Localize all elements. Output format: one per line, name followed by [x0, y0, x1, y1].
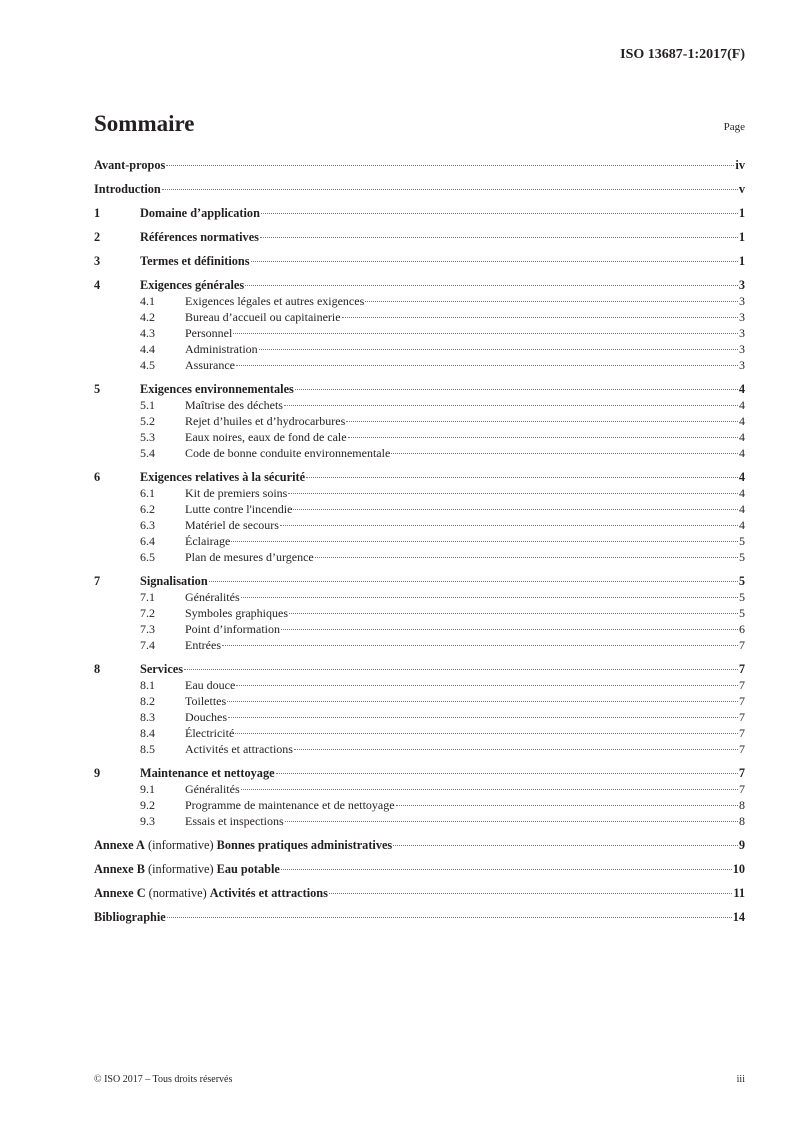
dot-leader — [184, 669, 738, 670]
page-ref: 8 — [739, 798, 745, 812]
dot-leader — [261, 213, 738, 214]
page-ref: 7 — [739, 710, 745, 724]
subsection-title: Activités et attractions — [185, 742, 293, 756]
subsection-title: Maîtrise des déchets — [185, 398, 283, 412]
toc-entry[interactable] — [94, 157, 745, 173]
page-ref: 5 — [738, 574, 745, 588]
section-number: 1 — [94, 206, 101, 220]
subsection-number: 6.3 — [140, 518, 155, 532]
section-title — [140, 573, 208, 589]
entry-label: Références normatives — [140, 230, 259, 244]
dot-leader — [222, 645, 738, 646]
dot-leader — [288, 493, 738, 494]
table-of-contents — [94, 157, 745, 925]
toc-subentry[interactable] — [94, 709, 745, 725]
page-title: Sommaire — [94, 111, 195, 136]
entry-label: Signalisation — [140, 574, 208, 588]
toc-subentry[interactable] — [94, 397, 745, 413]
page-ref: 5 — [739, 590, 745, 604]
section-title — [140, 765, 275, 781]
toc-subentry[interactable] — [94, 357, 745, 373]
subsection-number: 9.2 — [140, 798, 155, 812]
subsection-title: Administration — [185, 342, 258, 356]
dot-leader — [241, 789, 738, 790]
section-title — [140, 229, 259, 245]
annex-title: Eau potable — [216, 862, 280, 876]
subsection-number: 8.2 — [140, 694, 155, 708]
section-number: 6 — [94, 470, 101, 484]
toc-entry[interactable] — [94, 469, 745, 485]
toc-subentry[interactable] — [94, 485, 745, 501]
page-ref: v — [738, 182, 745, 196]
entry-label: Annexe A — [94, 838, 145, 852]
section-number: 8 — [94, 662, 101, 676]
page-ref: 6 — [739, 622, 745, 636]
toc-entry[interactable] — [94, 277, 745, 293]
dot-leader — [251, 261, 738, 262]
subsection-title: Douches — [185, 710, 227, 724]
subsection-number: 8.4 — [140, 726, 155, 740]
subsection-number: 7.2 — [140, 606, 155, 620]
entry-label: Bibliographie — [94, 910, 166, 924]
section-title — [140, 661, 183, 677]
toc-entry[interactable] — [94, 573, 745, 589]
toc-entry[interactable] — [94, 205, 745, 221]
subsection-title: Code de bonne conduite environnementale — [185, 446, 391, 460]
toc-subentry[interactable] — [94, 589, 745, 605]
dot-leader — [281, 629, 738, 630]
toc-entry[interactable] — [94, 837, 745, 853]
toc-entry[interactable] — [94, 661, 745, 677]
subsection-number: 6.4 — [140, 534, 155, 548]
entry-label: Termes et définitions — [140, 254, 250, 268]
entry-label: Services — [140, 662, 184, 676]
page-ref: 4 — [739, 414, 745, 428]
subsection-title: Matériel de secours — [185, 518, 279, 532]
dot-leader — [293, 509, 738, 510]
subsection-number: 8.5 — [140, 742, 155, 756]
subsection-number: 6.1 — [140, 486, 155, 500]
page-ref: 8 — [739, 814, 745, 828]
dot-leader — [167, 917, 732, 918]
entry-label: Annexe B — [94, 862, 145, 876]
toc-entry[interactable] — [94, 765, 745, 781]
dot-leader — [365, 301, 738, 302]
dot-leader — [162, 189, 738, 190]
page-ref: 14 — [732, 910, 745, 924]
page-ref: 7 — [739, 678, 745, 692]
subsection-number: 4.4 — [140, 342, 155, 356]
subsection-number: 4.5 — [140, 358, 155, 372]
subsection-number: 5.3 — [140, 430, 155, 444]
section-title — [94, 909, 166, 925]
entry-label: Exigences environnementales — [140, 382, 294, 396]
dot-leader — [306, 477, 738, 478]
dot-leader — [166, 165, 734, 166]
page-ref: 3 — [739, 294, 745, 308]
page-ref: 5 — [739, 550, 745, 564]
toc-subentry[interactable] — [94, 781, 745, 797]
page-ref: 9 — [738, 838, 745, 852]
page-ref: 3 — [739, 326, 745, 340]
dot-leader — [346, 421, 738, 422]
dot-leader — [396, 805, 738, 806]
toc-subentry[interactable] — [94, 813, 745, 829]
subsection-number: 5.1 — [140, 398, 155, 412]
page-ref: 1 — [738, 254, 745, 268]
dot-leader — [245, 285, 738, 286]
annex-title: Bonnes pratiques administratives — [216, 838, 393, 852]
page-ref: 11 — [733, 886, 745, 900]
toc-subentry[interactable] — [94, 637, 745, 653]
entry-label: Introduction — [94, 182, 161, 196]
dot-leader — [294, 749, 738, 750]
section-number: 2 — [94, 230, 101, 244]
toc-subentry[interactable] — [94, 741, 745, 757]
dot-leader — [391, 453, 738, 454]
toc-subentry[interactable] — [94, 309, 745, 325]
subsection-title: Programme de maintenance et de nettoyage — [185, 798, 395, 812]
dot-leader — [228, 717, 738, 718]
toc-entry[interactable] — [94, 181, 745, 197]
subsection-title: Plan de mesures d’urgence — [185, 550, 314, 564]
toc-subentry[interactable] — [94, 517, 745, 533]
toc-subentry[interactable] — [94, 621, 745, 637]
subsection-title: Lutte contre l'incendie — [185, 502, 293, 516]
toc-subentry[interactable] — [94, 429, 745, 445]
dot-leader — [315, 557, 738, 558]
toc-entry[interactable] — [94, 885, 745, 901]
section-title — [94, 885, 328, 901]
subsection-title: Personnel — [185, 326, 233, 340]
section-title — [140, 381, 294, 397]
page-ref: 7 — [739, 638, 745, 652]
dot-leader — [259, 349, 738, 350]
section-title — [140, 205, 260, 221]
section-title — [140, 277, 244, 293]
subsection-title: Kit de premiers soins — [185, 486, 288, 500]
toc-entry[interactable] — [94, 381, 745, 397]
subsection-title: Symboles graphiques — [185, 606, 288, 620]
subsection-number: 9.3 — [140, 814, 155, 828]
footer — [94, 1074, 745, 1085]
subsection-number: 6.2 — [140, 502, 155, 516]
page-ref: 3 — [738, 278, 745, 292]
subsection-title: Eaux noires, eaux de fond de cale — [185, 430, 347, 444]
subsection-title: Bureau d’accueil ou capitainerie — [185, 310, 341, 324]
section-title — [94, 837, 392, 853]
subsection-title: Entrées — [185, 638, 221, 652]
dot-leader — [280, 525, 738, 526]
page-ref: 3 — [739, 342, 745, 356]
section-title — [94, 181, 161, 197]
subsection-number: 7.3 — [140, 622, 155, 636]
toc-subentry[interactable] — [94, 725, 745, 741]
page-ref: iv — [735, 158, 745, 172]
document-id: ISO 13687-1:2017(F) — [620, 47, 745, 62]
dot-leader — [227, 701, 738, 702]
toc-subentry[interactable] — [94, 325, 745, 341]
section-number: 7 — [94, 574, 101, 588]
toc-subentry[interactable] — [94, 797, 745, 813]
subsection-title: Éclairage — [185, 534, 231, 548]
toc-entry[interactable] — [94, 861, 745, 877]
page-ref: 10 — [732, 862, 745, 876]
toc-subentry[interactable] — [94, 605, 745, 621]
page-ref: 7 — [739, 694, 745, 708]
annex-type: (normative) — [145, 886, 210, 900]
subsection-number: 5.2 — [140, 414, 155, 428]
dot-leader — [285, 821, 738, 822]
subsection-number: 4.3 — [140, 326, 155, 340]
entry-label: Annexe C — [94, 886, 146, 900]
toc-subentry[interactable] — [94, 445, 745, 461]
page-ref: 4 — [738, 382, 745, 396]
toc-subentry[interactable] — [94, 413, 745, 429]
dot-leader — [284, 405, 738, 406]
section-number: 3 — [94, 254, 101, 268]
section-title — [140, 469, 305, 485]
subsection-title: Essais et inspections — [185, 814, 284, 828]
entry-label: Maintenance et nettoyage — [140, 766, 275, 780]
dot-leader — [235, 733, 738, 734]
entry-label: Exigences générales — [140, 278, 245, 292]
page-ref: 7 — [739, 742, 745, 756]
page-ref: 4 — [739, 446, 745, 460]
annex-type: (informative) — [144, 838, 217, 852]
annex-title: Activités et attractions — [209, 886, 328, 900]
dot-leader — [393, 845, 738, 846]
entry-label: Avant-propos — [94, 158, 166, 172]
subsection-number: 8.1 — [140, 678, 155, 692]
entry-label: Exigences relatives à la sécurité — [140, 470, 306, 484]
toc-entry[interactable] — [94, 229, 745, 245]
page-column-label: Page — [723, 121, 745, 133]
subsection-title: Assurance — [185, 358, 235, 372]
subsection-number: 4.2 — [140, 310, 155, 324]
entry-label: Domaine d’application — [140, 206, 260, 220]
page-ref: 3 — [739, 310, 745, 324]
dot-leader — [348, 437, 738, 438]
toc-subentry[interactable] — [94, 677, 745, 693]
toc-subentry[interactable] — [94, 693, 745, 709]
page-ref: 3 — [739, 358, 745, 372]
dot-leader — [289, 613, 738, 614]
page-ref: 7 — [738, 766, 745, 780]
page-ref: 4 — [739, 486, 745, 500]
dot-leader — [209, 581, 738, 582]
dot-leader — [233, 333, 738, 334]
page-ref: 7 — [739, 726, 745, 740]
page-number: iii — [736, 1074, 745, 1085]
annex-type: (informative) — [144, 862, 217, 876]
subsection-title: Rejet d’huiles et d’hydrocarbures — [185, 414, 346, 428]
dot-leader — [236, 685, 738, 686]
section-title — [140, 253, 250, 269]
subsection-number: 9.1 — [140, 782, 155, 796]
section-number: 9 — [94, 766, 101, 780]
subsection-title: Électricité — [185, 726, 235, 740]
page-ref: 4 — [739, 518, 745, 532]
subsection-number: 4.1 — [140, 294, 155, 308]
page-ref: 5 — [739, 534, 745, 548]
subsection-number: 6.5 — [140, 550, 155, 564]
subsection-title: Exigences légales et autres exigences — [185, 294, 365, 308]
subsection-title: Point d’information — [185, 622, 280, 636]
toc-subentry[interactable] — [94, 341, 745, 357]
subsection-number: 7.1 — [140, 590, 155, 604]
page-ref: 7 — [739, 782, 745, 796]
subsection-number: 7.4 — [140, 638, 155, 652]
page-ref: 1 — [738, 206, 745, 220]
toc-entry[interactable] — [94, 253, 745, 269]
section-number: 4 — [94, 278, 101, 292]
page-ref: 4 — [738, 470, 745, 484]
subsection-number: 8.3 — [140, 710, 155, 724]
page-ref: 4 — [739, 430, 745, 444]
dot-leader — [260, 237, 738, 238]
toc-subentry[interactable] — [94, 533, 745, 549]
subsection-title: Toilettes — [185, 694, 227, 708]
section-number: 5 — [94, 382, 101, 396]
page-ref: 7 — [738, 662, 745, 676]
copyright: © ISO 2017 – Tous droits réservés — [94, 1074, 233, 1085]
toc-entry[interactable] — [94, 909, 745, 925]
dot-leader — [281, 869, 732, 870]
page-ref: 4 — [739, 502, 745, 516]
subsection-title: Eau douce — [185, 678, 236, 692]
toc-subentry[interactable] — [94, 501, 745, 517]
page-ref: 5 — [739, 606, 745, 620]
dot-leader — [241, 597, 738, 598]
dot-leader — [329, 893, 732, 894]
toc-subentry[interactable] — [94, 293, 745, 309]
dot-leader — [236, 365, 738, 366]
toc-subentry[interactable] — [94, 549, 745, 565]
subsection-title: Généralités — [185, 590, 240, 604]
page-ref: 1 — [738, 230, 745, 244]
dot-leader — [276, 773, 738, 774]
dot-leader — [295, 389, 738, 390]
page-ref: 4 — [739, 398, 745, 412]
dot-leader — [231, 541, 738, 542]
subsection-number: 5.4 — [140, 446, 155, 460]
section-title — [94, 861, 280, 877]
section-title — [94, 157, 165, 173]
subsection-title: Généralités — [185, 782, 240, 796]
dot-leader — [342, 317, 738, 318]
